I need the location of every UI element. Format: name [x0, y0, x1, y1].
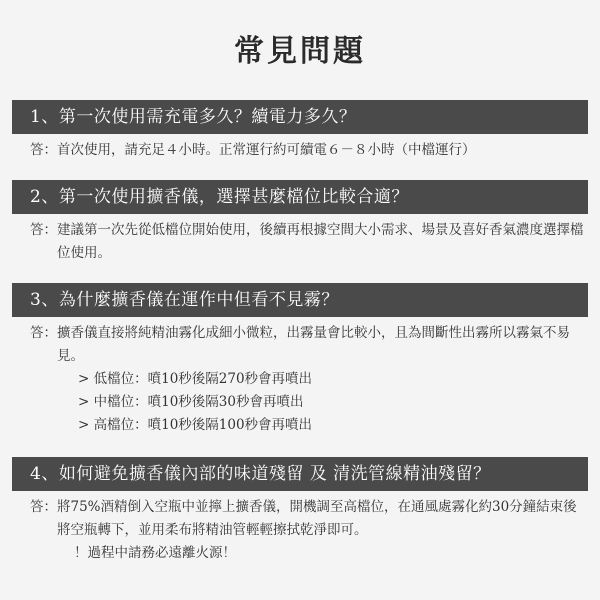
level-high: > 高檔位：噴10秒後隔100秒會再噴出 [78, 417, 313, 433]
faq-answer-1 [12, 139, 588, 162]
answer-text: 擴香儀直接將純精油霧化成細小微粒，出霧量會比較小，且為間斷性出霧所以霧氣不易見。 [57, 325, 570, 364]
answer-prefix: 答： [30, 499, 57, 515]
level-low: > 低檔位：噴10秒後隔270秒會再噴出 [78, 371, 313, 387]
answer-text: 建議第一次先從低檔位開始使用，後續再根據空間大小需求、場景及喜好香氣濃度選擇檔位使用。 [57, 222, 584, 261]
faq-question-3: 3、為什麼擴香儀在運作中但看不見霧？ [12, 283, 588, 317]
faq-item-2 [12, 180, 588, 265]
answer-text: 首次使用，請充足４小時。正常運行約可續電６－８小時（中檔運行） [57, 142, 476, 158]
answer-text: 將75%酒精倒入空瓶中並擰上擴香儀，開機調至高檔位，在通風處霧化約30分鐘結束後將空瓶轉下，並用柔布將精油管輕輕擦拭乾淨即可。 [57, 499, 577, 538]
faq-answer-4 [12, 496, 588, 565]
answer-prefix: 答： [30, 325, 57, 341]
faq-question-1: 1、第一次使用需充電多久？續電力多久？ [12, 100, 588, 134]
safety-warning: ！過程中請務必遠離火源！ [74, 545, 236, 561]
faq-item-1 [12, 100, 588, 162]
page-title: 常見問題 [234, 34, 366, 69]
answer-prefix: 答： [30, 222, 57, 238]
faq-question-4: 4、如何避免擴香儀內部的味道殘留 及 清洗管線精油殘留？ [12, 457, 588, 491]
faq-item-4 [12, 457, 588, 565]
faq-answer-2 [12, 219, 588, 265]
answer-prefix: 答： [30, 142, 57, 158]
level-mid: > 中檔位：噴10秒後隔30秒會再噴出 [78, 394, 304, 410]
faq-question-2: 2、第一次使用擴香儀，選擇甚麼檔位比較合適？ [12, 180, 588, 214]
faq-answer-3 [12, 322, 588, 437]
faq-item-3 [12, 283, 588, 437]
